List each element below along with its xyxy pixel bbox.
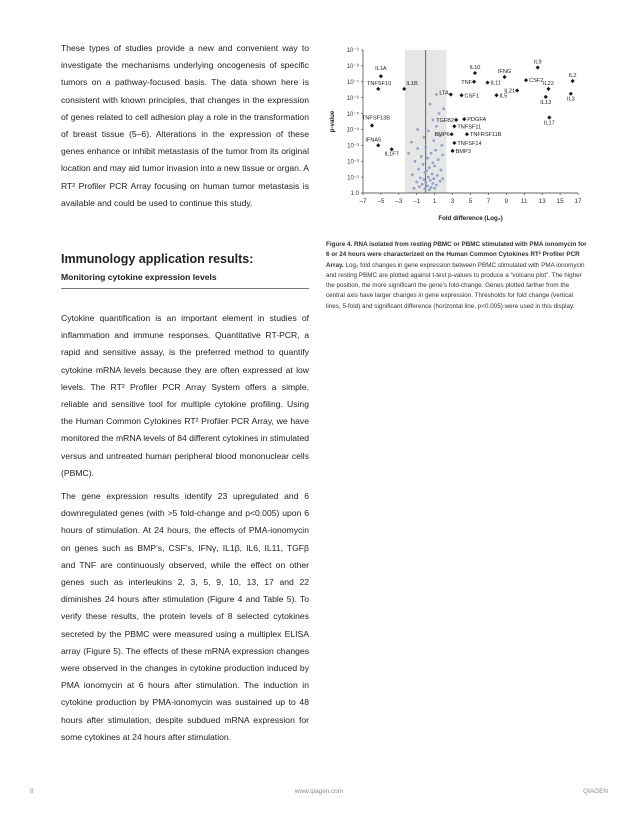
y-tick-label: 10⁻⁵ xyxy=(346,111,359,118)
section-title: Immunology application results: xyxy=(61,252,254,266)
gene-label-tnfsf11: TNFSF11 xyxy=(457,124,482,131)
data-point xyxy=(430,186,433,189)
data-point xyxy=(423,178,426,181)
x-tick-label: 1 xyxy=(432,198,437,205)
section-divider xyxy=(61,288,309,289)
data-point xyxy=(427,130,430,133)
gene-point-tnfsf14 xyxy=(452,141,456,145)
data-point xyxy=(432,177,435,180)
data-point xyxy=(426,157,429,160)
y-tick-label: 10⁻¹ xyxy=(347,175,359,182)
data-point xyxy=(420,155,423,158)
data-point xyxy=(437,158,440,161)
data-point xyxy=(429,103,432,106)
data-point xyxy=(421,183,424,186)
intro-paragraph: These types of studies provide a new and convenient way to investigate the mechanisms underlying oncogenesis of specific tumors on a pathway-focused basis. The data shown here is consistent with known principles, that changes in the expression of genes related to cell adhesion play a role in the transformation of breast tissue (5–6). Alterations in the expression of these genes enhance or inhibit metastasis of the tumor from its original location and may aid tumor invasion into a new tissue or organ. A RT² Profiler PCR Array focusing on human tumor metastasis is available and could be used to continue this study. xyxy=(61,43,309,208)
data-point xyxy=(431,119,434,122)
data-point xyxy=(414,160,417,163)
gene-label-il22: IL22 xyxy=(542,80,554,87)
gene-label-tnf: TNF xyxy=(461,79,473,86)
gene-label-csf2: CSF2 xyxy=(529,78,544,85)
gene-point-pdgfa xyxy=(462,117,466,121)
y-tick-label: 1.0 xyxy=(350,191,359,198)
gene-point-tnfrsf11b xyxy=(465,132,469,136)
gene-label-lta: LTA xyxy=(439,90,449,97)
x-tick-label: 11 xyxy=(520,198,528,205)
gene-label-il3: IL3 xyxy=(566,96,575,103)
footer-brand: QIAGEN xyxy=(583,788,608,795)
gene-label-il2: IL2 xyxy=(568,72,577,79)
data-point xyxy=(417,168,420,171)
data-point xyxy=(440,169,443,172)
gene-point-tgfb2 xyxy=(454,118,458,122)
data-point xyxy=(416,128,419,131)
page-number: 8 xyxy=(30,788,34,795)
gene-point-il22 xyxy=(546,87,550,91)
data-point xyxy=(422,163,425,166)
gene-label-il1b: IL1B xyxy=(406,80,418,87)
gene-point-tnf xyxy=(472,80,476,84)
y-tick-label: 10⁻⁹ xyxy=(346,48,359,55)
data-point xyxy=(428,188,431,191)
gene-point-lta xyxy=(449,92,453,96)
data-point xyxy=(439,180,442,183)
x-tick-label: 9 xyxy=(504,198,509,205)
data-point xyxy=(428,166,431,169)
gene-label-il5: IL5 xyxy=(499,93,508,100)
data-point xyxy=(416,147,419,150)
cytokine-paragraph: Cytokine quantification is an important element in studies of inflammation and immune responses. Quantitative RT-PCR, a rapid and sensitive assay, is the preferred method to quantify cytokine mRNA levels because they are often expressed at low levels. The RT² Profiler PCR Array System offers a simple, reliable and sensitive tool for multiple cytokine profiling. Using the Human Common Cytokines RT² Profiler PCR Array, we have monitored the mRNA levels of 84 different cytokines in stimulated versus and untreated human peripheral blood mononuclear cells (PBMC). xyxy=(61,313,309,478)
data-point xyxy=(435,184,438,187)
data-point xyxy=(410,141,413,144)
data-point xyxy=(426,184,429,187)
y-tick-label: 10⁻⁸ xyxy=(346,64,359,71)
gene-label-pdgfa: PDGFA xyxy=(467,117,487,124)
gene-label-tnfsf10: TNFSF10 xyxy=(366,80,392,87)
gene-label-il17: IL17 xyxy=(543,120,555,127)
x-tick-label: 17 xyxy=(574,198,582,205)
figure-caption-title: Figure 4. RNA isolated from resting PBMC or PBMC stimulated with PMA ionomycin for 6 or 24 hours were characterized on the Human Common Cytokines RT² Profiler PCR Array. xyxy=(326,241,587,269)
gene-point-csf1 xyxy=(459,93,463,97)
data-point xyxy=(441,177,444,180)
data-point xyxy=(424,181,427,184)
gene-point-il21 xyxy=(515,88,519,92)
gene-point-tnfsf13b xyxy=(370,123,374,127)
footer-url: www.qiagen.com xyxy=(294,788,344,795)
gene-label-csf1: CSF1 xyxy=(464,93,479,100)
data-point xyxy=(433,165,436,168)
x-axis-label: Fold difference (Log₂) xyxy=(438,215,503,222)
data-point xyxy=(435,125,438,128)
x-tick-label: –1 xyxy=(413,198,421,205)
gene-point-il1a xyxy=(379,74,383,78)
gene-label-il1a: IL1A xyxy=(375,66,387,73)
gene-label-bmp3: BMP3 xyxy=(455,148,471,155)
data-point xyxy=(441,153,444,156)
figure-caption-text: Log₂ fold changes in gene expression between PBMC stimulated with PMA ionomycin and resting PBMC are plotted against t-test p-values to produce a “volcano plot”. The higher the position, the more significant the gene’s fold-change. Genes plotted farther from the central axis have larger changes in gene expression. Thresholds for fold change (vertical lines, 5-fold) and significant difference (horizontal line, p<0.005) were used in this display. xyxy=(326,261,585,310)
x-tick-label: 13 xyxy=(538,198,546,205)
y-axis-label: p-value xyxy=(329,110,336,133)
gene-label-il10: IL10 xyxy=(469,65,481,72)
data-point xyxy=(415,180,418,183)
gene-label-tnfsf13b: TNFSF13B xyxy=(361,115,390,122)
data-point xyxy=(423,188,426,191)
volcano-plot xyxy=(326,38,592,230)
data-point xyxy=(434,149,437,152)
data-point xyxy=(411,173,414,176)
data-point xyxy=(413,187,416,190)
data-point xyxy=(430,152,433,155)
gene-point-il2 xyxy=(571,79,575,83)
x-tick-label: 3 xyxy=(450,198,455,205)
gene-label-il1f7: IL1F7 xyxy=(384,151,399,158)
gene-point-ifna5 xyxy=(376,143,380,147)
x-tick-label: –7 xyxy=(359,198,367,205)
y-tick-label: 10⁻³ xyxy=(347,143,359,150)
gene-label-bmp6: BMP6 xyxy=(434,132,450,139)
x-tick-label: 15 xyxy=(556,198,564,205)
gene-point-ifng xyxy=(502,75,506,79)
data-point xyxy=(432,139,435,142)
gene-point-il17 xyxy=(547,115,551,119)
gene-point-tnfsf10 xyxy=(376,87,380,91)
data-point xyxy=(440,144,443,147)
data-point xyxy=(407,152,410,155)
data-point xyxy=(424,146,427,149)
figure-caption xyxy=(326,240,588,312)
x-tick-label: –5 xyxy=(377,198,385,205)
y-tick-label: 10⁻⁷ xyxy=(346,79,359,86)
y-tick-label: 10⁻² xyxy=(347,159,359,166)
results-paragraph: The gene expression results identify 23 upregulated and 6 downregulated genes (with >5 fold-change and p<0.005) upon 6 hours of stimulation. At 24 hours, the effects of PMA-ionomycin on genes such as BMP’s, CSF’s, IFNγ, IL1β, IL6, IL11, TGFβ and TNF are continuously observed, while the effect on other genes such as interleukins 2, 3, 5, 9, 10, 13, 17 and 22 diminishes 24 hours after stimulation (Figure 4 and Table 5). To verify these results, the protein levels of 8 selected cytokines secreted by the PBMC were measured using a multiplex ELISA array (Figure 5). The effects of these mRNA expression changes were observed in the changes in cytokine production induced by PMA ionomycin at 6 hours after stimulation. The induction in cytokine production by PMA-ionomycin was sustained up to 48 hours after stimulation, despite subdued mRNA expression for some cytokines at 24 hours after stimulation. xyxy=(61,491,309,742)
gene-point-csf2 xyxy=(524,78,528,82)
gene-label-ifng: IFNG xyxy=(497,69,512,76)
gene-point-il10 xyxy=(473,71,477,75)
y-tick-label: 10⁻⁴ xyxy=(346,127,359,134)
gene-label-tnfrsf11b: TNFRSF11B xyxy=(469,132,502,139)
gene-label-ifna5: IFNA5 xyxy=(365,137,382,144)
gene-label-il21: IL21 xyxy=(504,88,516,95)
gene-label-tgfb2: TGFB2 xyxy=(436,117,455,124)
gene-label-tnfsf14: TNFSF14 xyxy=(457,140,482,147)
gene-point-il9 xyxy=(536,65,540,69)
x-tick-label: 5 xyxy=(468,198,473,205)
data-point xyxy=(423,136,426,139)
data-point xyxy=(438,112,441,115)
data-point xyxy=(433,187,436,190)
gene-label-il13: IL13 xyxy=(540,99,552,106)
gene-point-il3 xyxy=(569,92,573,96)
data-point xyxy=(435,93,438,96)
volcano-plot-svg xyxy=(326,38,592,230)
data-point xyxy=(429,179,432,182)
gene-point-il11 xyxy=(485,80,489,84)
data-point xyxy=(419,177,422,180)
x-tick-label: 7 xyxy=(486,198,491,205)
gene-point-tnfsf11 xyxy=(452,124,456,128)
data-point xyxy=(431,161,434,164)
gene-point-il5 xyxy=(494,93,498,97)
y-tick-label: 10⁻⁶ xyxy=(346,95,359,102)
x-tick-label: –3 xyxy=(395,198,403,205)
data-point xyxy=(442,107,445,110)
data-point xyxy=(431,173,434,176)
section-subtitle: Monitoring cytokine expression levels xyxy=(61,272,217,282)
gene-point-il13 xyxy=(544,95,548,99)
intro-column xyxy=(61,40,309,212)
gene-label-il11: IL11 xyxy=(490,80,502,87)
data-point xyxy=(431,182,434,185)
data-point xyxy=(436,174,439,177)
gene-label-il9: IL9 xyxy=(533,59,542,66)
data-point xyxy=(418,185,421,188)
gene-point-bmp3 xyxy=(450,149,454,153)
data-point xyxy=(423,171,426,174)
data-point xyxy=(427,176,430,179)
gene-point-bmp6 xyxy=(450,132,454,136)
